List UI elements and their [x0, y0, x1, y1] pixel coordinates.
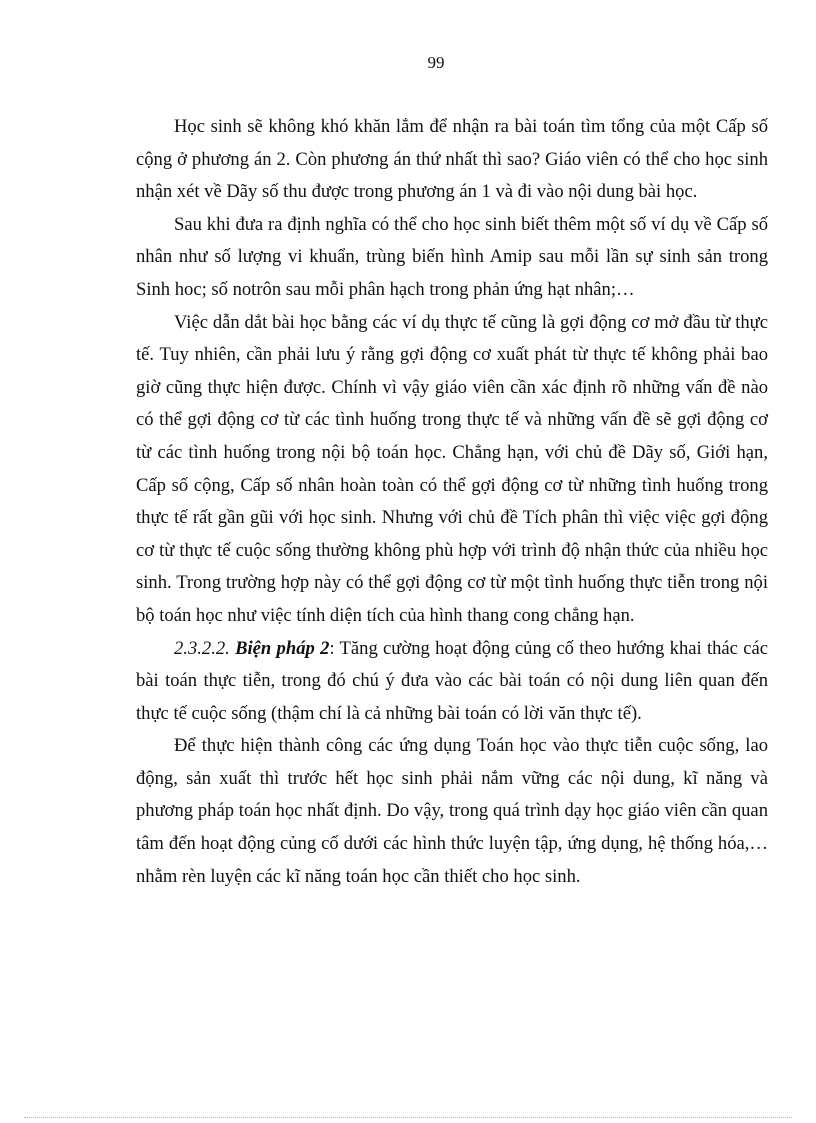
section-title: Biện pháp 2: [235, 637, 330, 659]
page-number: 99: [427, 53, 445, 72]
paragraph-2: Sau khi đưa ra định nghĩa có thể cho học sinh biết thêm một số ví dụ về Cấp số nhân như số lượng vi khuẩn, trùng biến hình Amip sau mỗi lần sự sinh sản trong Sinh hoc; số notrôn sau mỗi phân hạch trong phản ứng hạt nhân;…: [136, 213, 768, 300]
footer-rule: [24, 1117, 792, 1118]
section-text: : Tăng cường hoạt động củng cố theo hướng khai thác các bài toán thực tiễn, trong đó chú ý đưa vào các bài toán có nội dung liên quan đến thực tế cuộc sống (thậm chí là cả những bài toán có lời văn thực tế).: [136, 637, 768, 724]
paragraph-4: [136, 633, 768, 731]
page-body: [136, 111, 768, 893]
section-heading: [174, 638, 329, 659]
paragraph-1: Học sinh sẽ không khó khăn lắm để nhận ra bài toán tìm tổng của một Cấp số cộng ở phương án 2. Còn phương án thứ nhất thì sao? Giáo viên có thể cho học sinh nhận xét về Dãy số thu được trong phương án 1 và đi vào nội dung bài học.: [136, 116, 768, 203]
section-number: 2.3.2.2.: [174, 637, 230, 659]
paragraph-3: Việc dẫn dắt bài học bằng các ví dụ thực tế cũng là gợi động cơ mở đầu từ thực tế. Tuy nhiên, cần phải lưu ý rằng gợi động cơ xuất phát từ thực tế không phải bao giờ cũng thực hiện được. Chính vì vậy giáo viên cần xác định rõ những vấn đề nào có thể gợi động cơ từ các tình huống trong thực tế và những vấn đề sẽ gợi động cơ từ các tình huống trong nội bộ toán học. Chẳng hạn, với chủ đề Dãy số, Giới hạn, Cấp số cộng, Cấp số nhân hoàn toàn có thể gợi động cơ từ những tình huống trong thực tế rất gần gũi với học sinh. Nhưng với chủ đề Tích phân thì việc việc gợi động cơ từ thực tế cuộc sống thường không phù hợp với trình độ nhận thức của nhiều học sinh. Trong trường hợp này có thể gợi động cơ từ một tình huống thực tiễn trong nội bộ toán học như việc tính diện tích của hình thang cong chẳng hạn.: [136, 311, 768, 626]
paragraph-5: Để thực hiện thành công các ứng dụng Toán học vào thực tiễn cuộc sống, lao động, sản xuất thì trước hết học sinh phải nắm vững các nội dung, kĩ năng và phương pháp toán học nhất định. Do vậy, trong quá trình dạy học giáo viên cần quan tâm đến hoạt động củng cố dưới các hình thức luyện tập, ứng dụng, hệ thống hóa,…nhằm rèn luyện các kĩ năng toán học cần thiết cho học sinh.: [136, 735, 768, 887]
